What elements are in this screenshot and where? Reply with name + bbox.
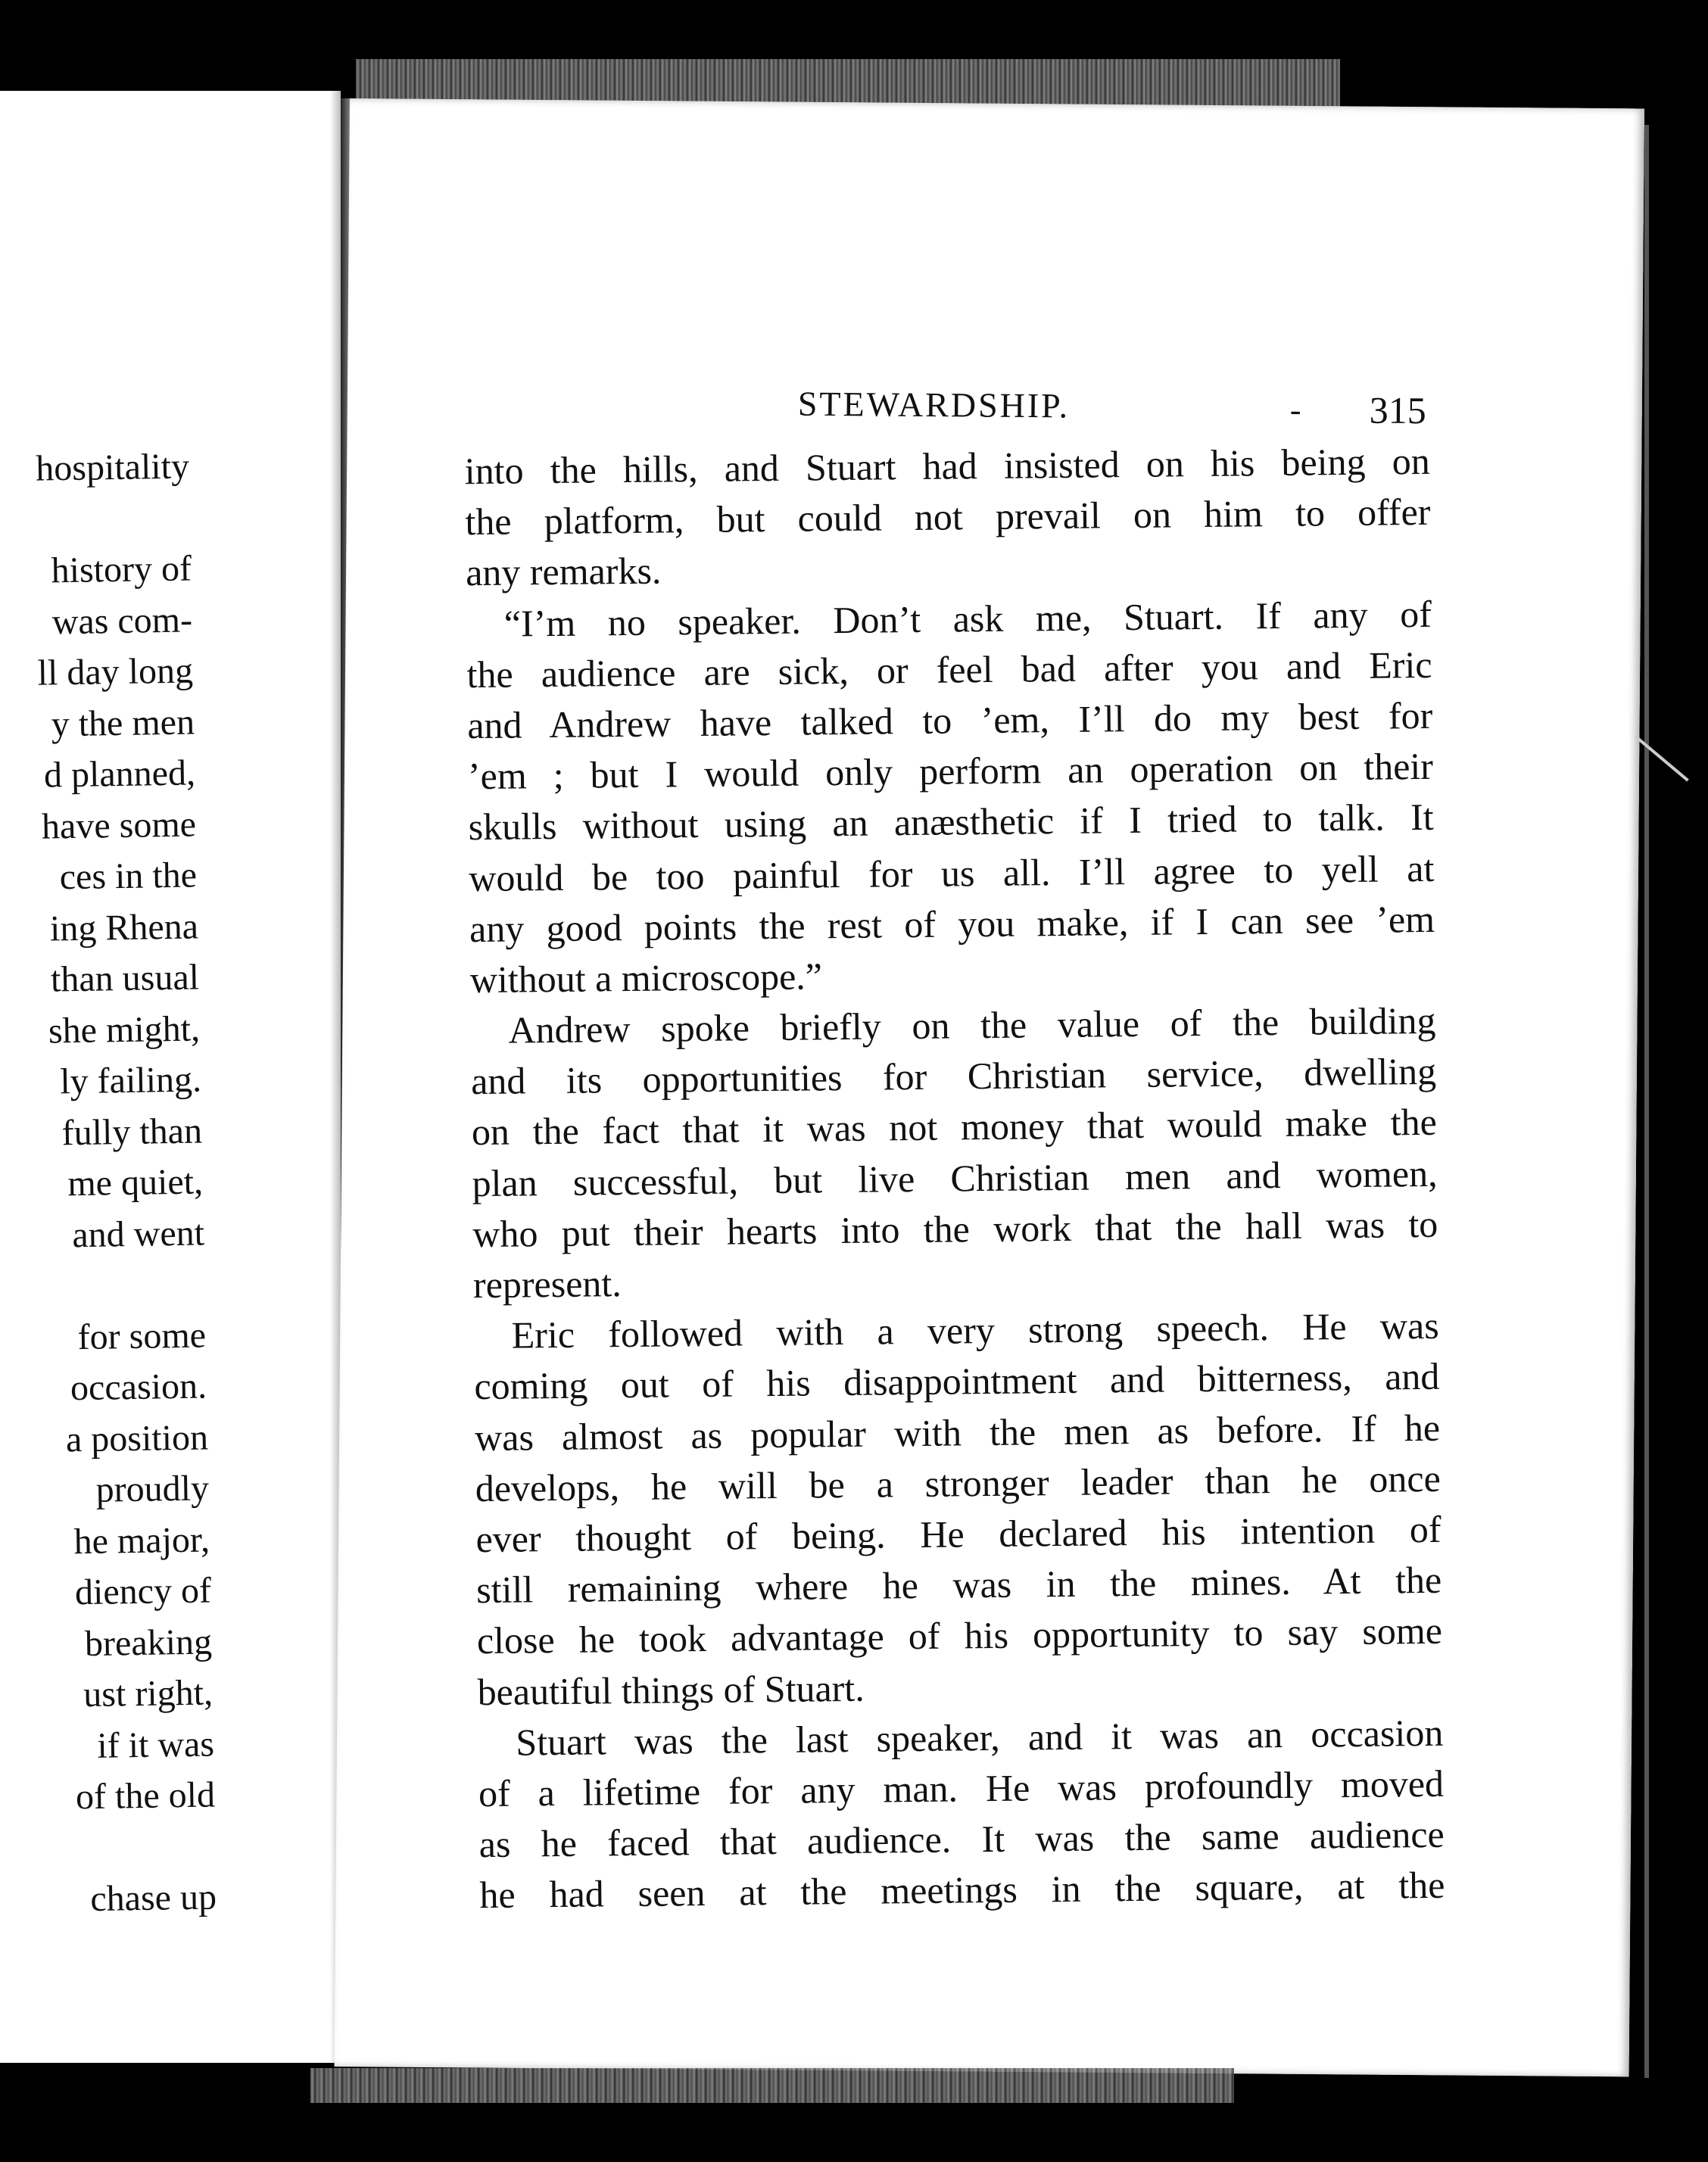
left-page-line: d planned,	[43, 752, 196, 796]
left-page-line: and went	[71, 1212, 204, 1255]
left-page-line: ly failing.	[59, 1059, 201, 1102]
text-line: would be too painful for us all. I’ll agree to yell at	[469, 846, 1435, 899]
left-page-line: if it was	[96, 1723, 214, 1766]
text-line: “I’m no speaker. Don’t ask me, Stuart. If any of	[503, 592, 1432, 645]
text-line: into the hills, and Stuart had insisted on his being on	[464, 439, 1430, 493]
right-page-edge	[1644, 125, 1649, 2078]
left-page-line: fully than	[61, 1110, 203, 1153]
body-text	[464, 436, 1445, 1921]
text-line: he had seen at the meetings in the square, at the	[479, 1863, 1445, 1917]
text-line: without a microscope.”	[469, 955, 823, 1002]
left-page-line: y the men	[50, 701, 195, 744]
text-line: any good points the rest of you make, if I can see ’em	[469, 897, 1435, 950]
page-number: 315	[1369, 388, 1427, 432]
left-page-line: history of	[50, 548, 192, 591]
text-line: and its opportunities for Christian service, dwelling	[470, 1050, 1437, 1103]
left-page-line: diency of	[74, 1570, 211, 1613]
text-line: represent.	[472, 1262, 622, 1307]
left-page-line: she might,	[48, 1008, 201, 1051]
left-page-line: chase up	[90, 1877, 217, 1920]
text-line: ever thought of being. He declared his intention of	[475, 1507, 1442, 1561]
running-dash: -	[1289, 391, 1301, 428]
left-page-line: a position	[65, 1416, 209, 1460]
left-page-fragment	[0, 91, 341, 2063]
left-page-line: ust right,	[83, 1672, 214, 1715]
left-page-line: he major,	[73, 1519, 210, 1562]
text-line: the audience are sick, or feel bad after you and Eric	[466, 643, 1432, 696]
running-title: STEWARDSHIP.	[797, 384, 1071, 425]
left-page-line: occasion.	[70, 1366, 207, 1409]
text-line: Eric followed with a very strong speech. He was	[511, 1304, 1439, 1357]
text-line: plan successful, but live Christian men and women,	[472, 1151, 1438, 1204]
text-line: the platform, but could not prevail on him to offer	[465, 491, 1431, 544]
left-page-line: breaking	[84, 1621, 213, 1664]
left-page-line: ces in the	[59, 855, 198, 898]
text-line: as he faced that audience. It was the same audience	[478, 1812, 1445, 1866]
text-line: ’em ; but I would only perform an operation on their	[467, 744, 1434, 798]
left-page-line: was com-	[51, 599, 193, 642]
right-page	[335, 98, 1644, 2076]
text-line: Stuart was the last speaker, and it was an occasion	[516, 1711, 1444, 1764]
text-line: of a lifetime for any man. He was profoundly moved	[478, 1762, 1445, 1815]
text-line: develops, he will be a stronger leader than he once	[475, 1456, 1442, 1509]
running-head	[348, 380, 1642, 443]
text-line: any remarks.	[465, 549, 662, 594]
text-line: and Andrew have talked to ’em, I’ll do my best for	[466, 693, 1433, 747]
left-page-line: ing Rhena	[49, 905, 199, 949]
left-page-line: for some	[77, 1314, 207, 1357]
page-corner-mark	[1635, 736, 1689, 782]
left-page-line: have some	[41, 803, 197, 847]
text-line: close he took advantage of his opportunity to say some	[476, 1609, 1443, 1662]
text-line: beautiful things of Stuart.	[477, 1666, 865, 1713]
text-line: on the fact that it was not money that would make the	[471, 1101, 1438, 1154]
left-page-line: than usual	[50, 957, 200, 1000]
text-line: was almost as popular with the men as before. If he	[474, 1406, 1441, 1459]
text-line: coming out of his disappointment and bitterness, and	[474, 1355, 1440, 1408]
left-page-line: of the old	[75, 1774, 216, 1818]
left-page-line: proudly	[95, 1468, 210, 1510]
text-line: still remaining where he was in the mines. At the	[475, 1558, 1442, 1612]
left-page-line: me quiet,	[67, 1161, 204, 1204]
bottom-page-edge	[310, 2068, 1234, 2103]
left-page-line: ll day long	[37, 650, 194, 693]
text-line: skulls without using an anæsthetic if I tried to talk. It	[468, 796, 1434, 849]
text-line: Andrew spoke briefly on the value of the building	[508, 998, 1436, 1051]
text-line: who put their hearts into the work that the hall was to	[472, 1202, 1438, 1255]
left-page-line: hospitality	[35, 446, 190, 489]
